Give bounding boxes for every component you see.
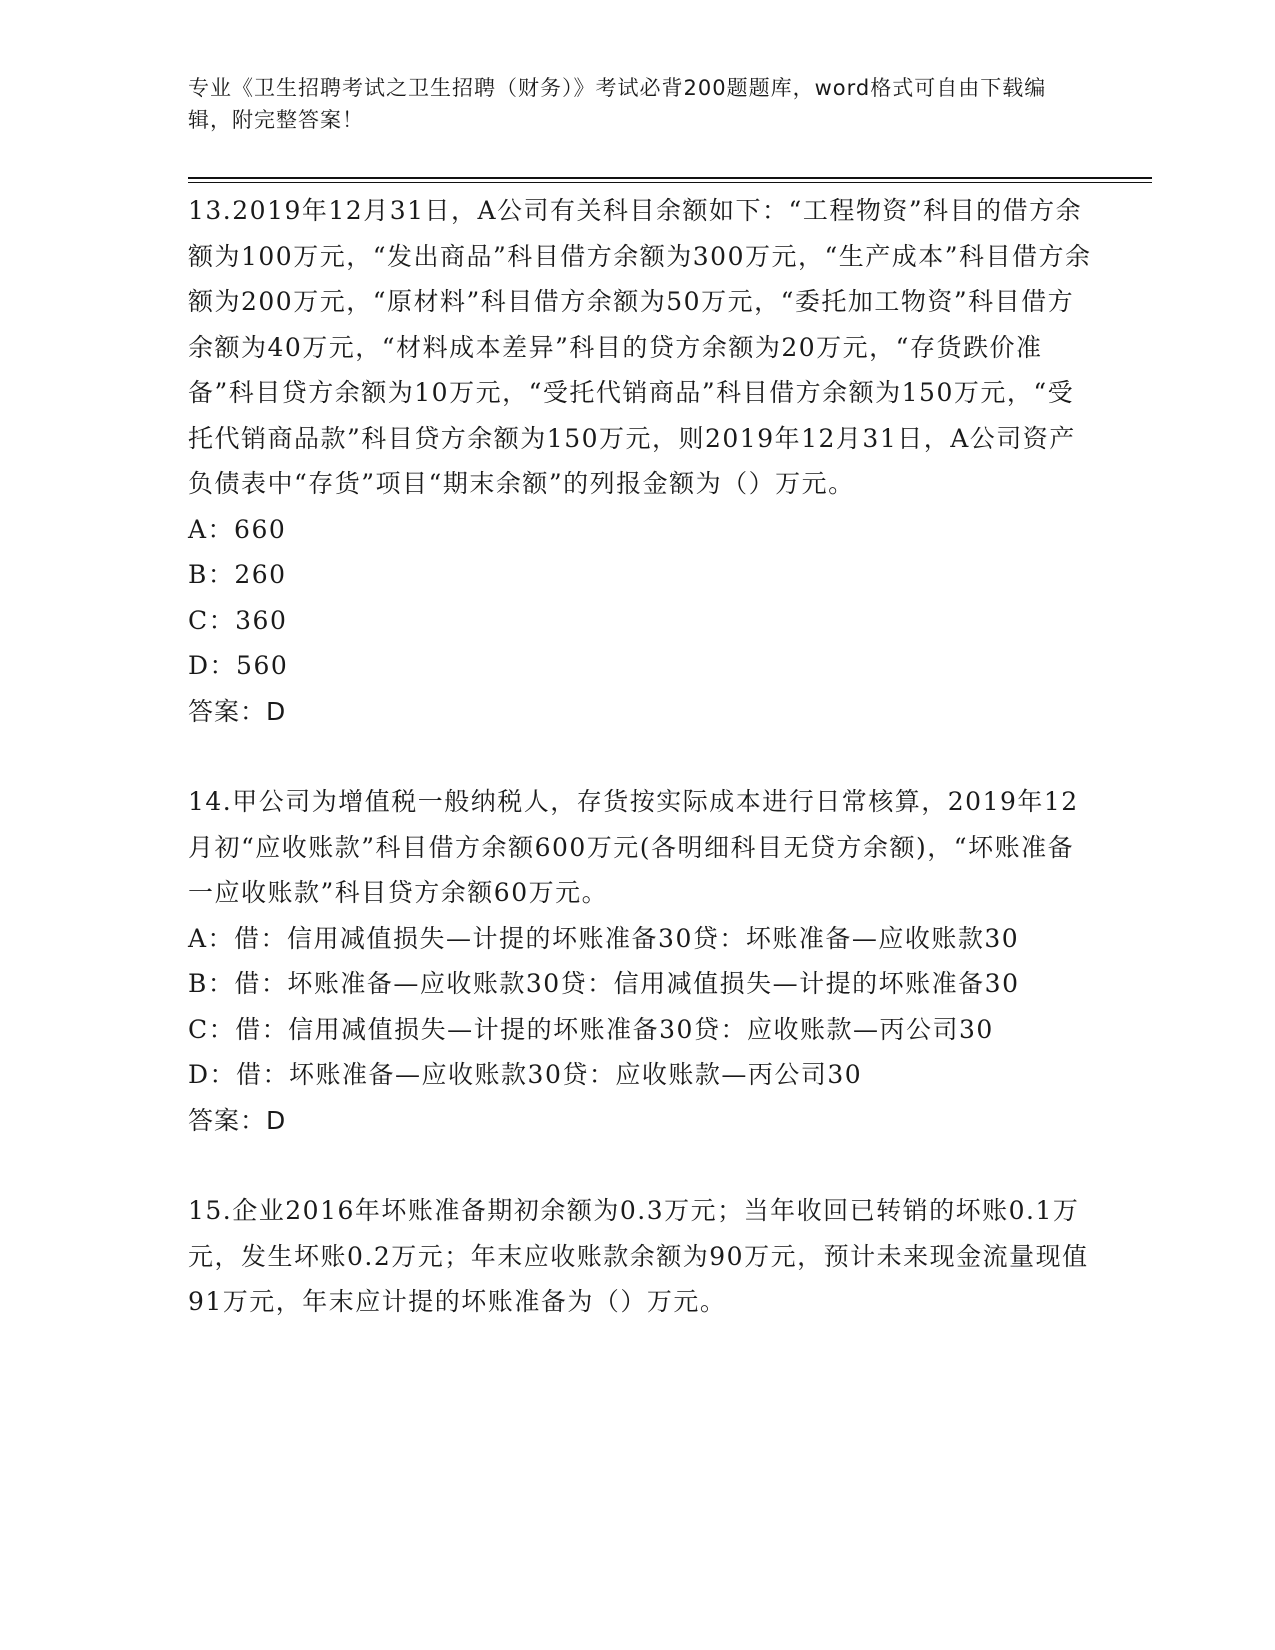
option-c: C：借：信用减值损失—计提的坏账准备30贷：应收账款—丙公司30: [188, 1014, 994, 1044]
header-title: 专业《卫生招聘考试之卫生招聘（财务）》考试必背200题题库，word格式可自由下载编辑，附完整答案！: [188, 76, 1047, 132]
option-b: B：借：坏账准备—应收账款30贷：信用减值损失—计提的坏账准备30: [188, 969, 1020, 998]
question-stem: 13.2019年12月31日，A公司有关科目余额如下：“工程物资”科目的借方余额为100万元，“发出商品”科目借方余额为300万元，“生产成本”科目借方余额为200万元，“原材料”科目借方余额为50万元，“委托加工物资”科目借方余额为40万元，“材料成本差异”科目的贷方余额为20万元，“存货跌价准备”科目贷方余额为10万元，“受托代销商品”科目借方余额为150万元，“受托代销商品款”科目贷方余额为150万元，则2019年12月31日，A公司资产负债表中“存货”项目“期末余额”的列报金额为（）万元。: [188, 196, 1092, 498]
question-15: [188, 1188, 1098, 1325]
question-13: [188, 188, 1098, 734]
question-14: [188, 779, 1098, 1143]
option-c: C：360: [188, 605, 288, 635]
question-spacer: [188, 734, 1098, 779]
option-a: A：借：信用减值损失—计提的坏账准备30贷：坏账准备—应收账款30: [188, 923, 1020, 953]
option-b: B：260: [188, 560, 287, 589]
option-d: D：560: [188, 651, 289, 680]
option-d: D：借：坏账准备—应收账款30贷：应收账款—丙公司30: [188, 1060, 863, 1089]
document-header: [188, 72, 1068, 136]
question-stem: 14.甲公司为增值税一般纳税人，存货按实际成本进行日常核算，2019年12月初“应收账款”科目借方余额600万元(各明细科目无贷方余额)，“坏账准备一应收账款”科目贷方余额60万元。: [188, 787, 1079, 907]
answer-line: 答案：D: [188, 1105, 287, 1135]
answer-line: 答案：D: [188, 696, 287, 726]
option-a: A：660: [188, 514, 287, 544]
header-rule-thick: [188, 177, 1152, 179]
header-rule-thin: [188, 182, 1152, 183]
question-list: [188, 188, 1098, 1325]
question-spacer: [188, 1143, 1098, 1188]
question-stem: 15.企业2016年坏账准备期初余额为0.3万元；当年收回已转销的坏账0.1万元，发生坏账0.2万元；年末应收账款余额为90万元，预计未来现金流量现值91万元，年末应计提的坏账准备为（）万元。: [188, 1196, 1089, 1316]
